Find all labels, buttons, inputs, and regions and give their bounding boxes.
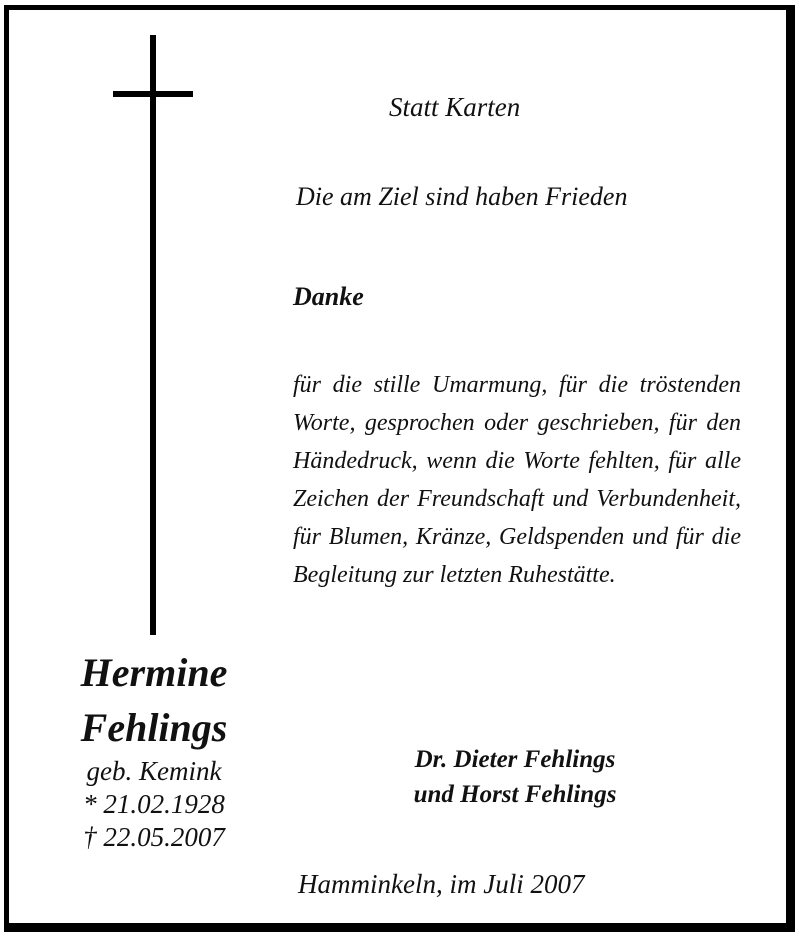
deceased-block <box>40 645 268 854</box>
deceased-death-date: † 22.05.2007 <box>83 822 225 852</box>
signatory-line-1: Dr. Dieter Fehlings <box>414 746 616 773</box>
thanks-title: Danke <box>293 282 364 311</box>
deceased-birth-date: * 21.02.1928 <box>83 789 225 819</box>
notice-heading: Statt Karten <box>389 92 521 122</box>
deceased-last-name: Fehlings <box>80 705 228 750</box>
motto-line: Die am Ziel sind haben Frieden <box>296 182 628 211</box>
cross-vertical-bar <box>150 35 156 635</box>
signatory-line-2: und Horst Fehlings <box>413 781 617 808</box>
signatories-block <box>340 742 690 812</box>
place-date-line: Hamminkeln, im Juli 2007 <box>298 869 585 899</box>
deceased-birth-name: geb. Kemink <box>86 756 222 786</box>
cross-horizontal-bar <box>113 91 193 97</box>
thanks-text: für die stille Umarmung, für die tröstenden Worte, gesprochen oder geschrieben, für den Händedruck, wenn die Worte fehlten, für alle Zeichen der Freundschaft und Verbundenheit, für Blumen, Kränze, Geldspenden und für die Begleitung zur letzten Ruhestätte. <box>293 372 741 588</box>
deceased-first-name: Hermine <box>80 650 228 695</box>
